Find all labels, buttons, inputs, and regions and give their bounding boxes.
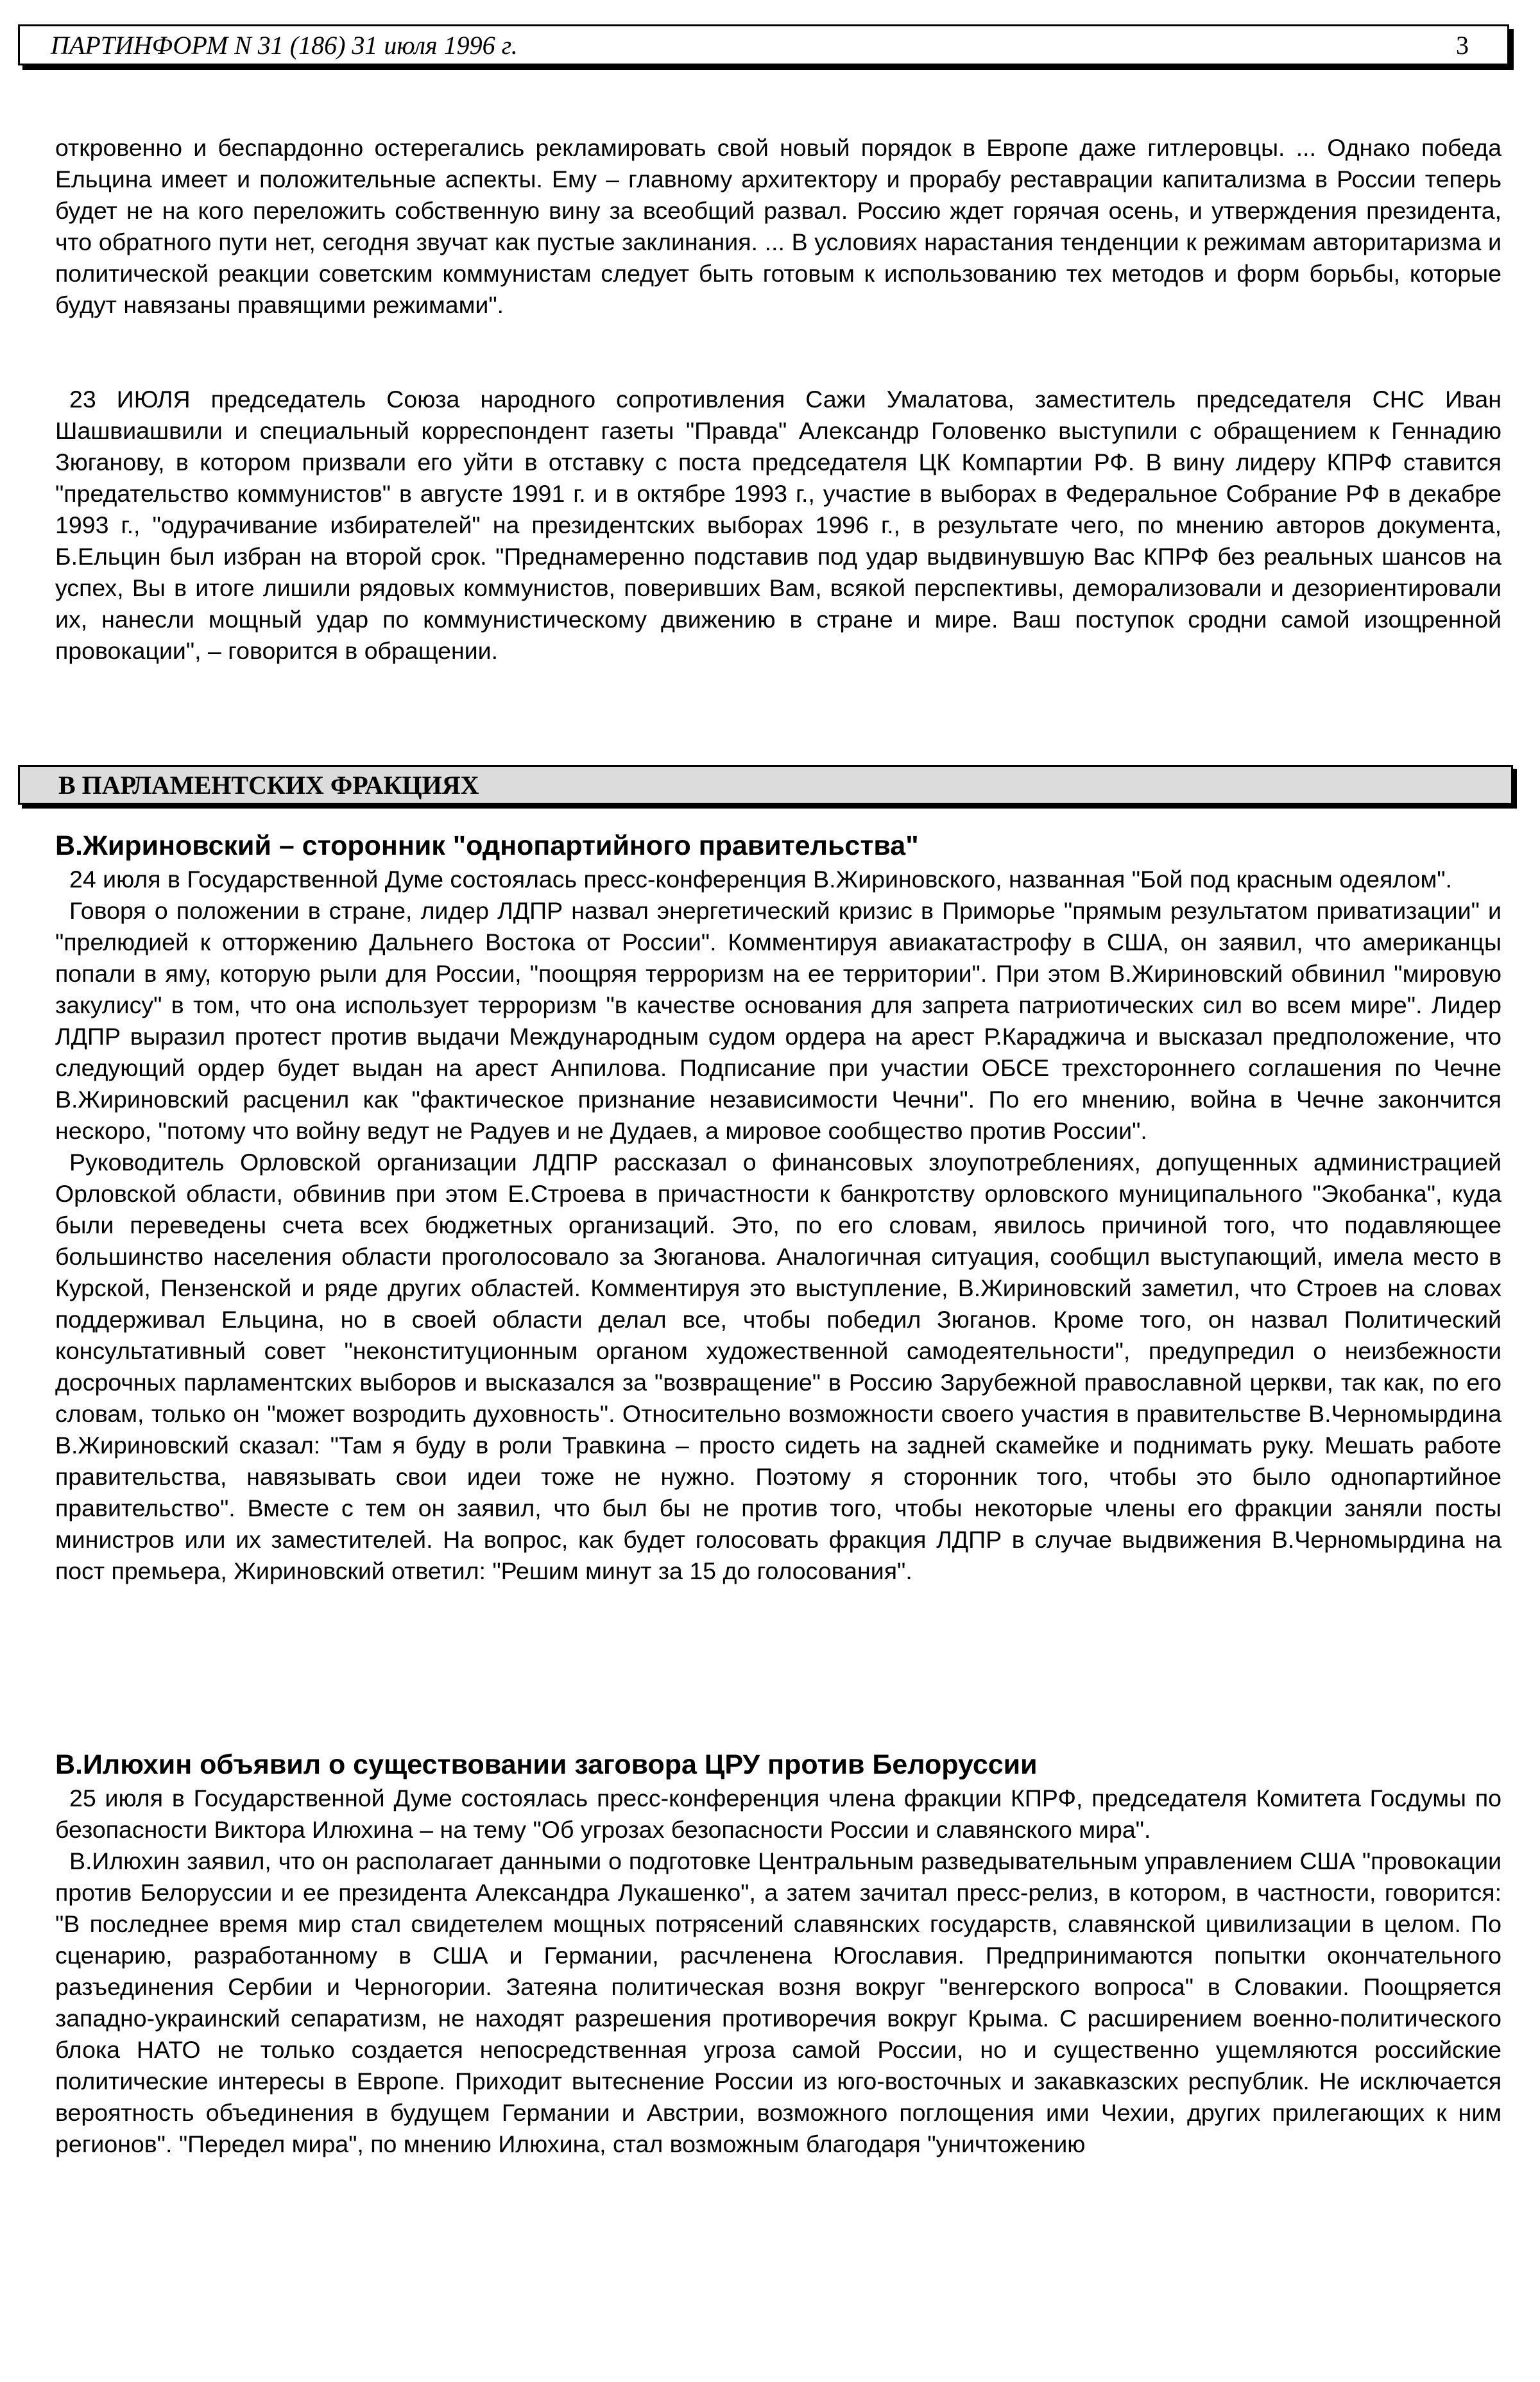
section-header [18,765,1513,805]
article-headline: В.Илюхин объявил о существовании заговора ЦРУ против Белоруссии [55,1749,1038,1780]
news-item-paragraph: 23 ИЮЛЯ председатель Союза народного сопротивления Сажи Умалатова, заместитель председателя СНС Иван Шашвиашвили и специальный корреспондент газеты "Правда" Александр Головенко выступили с обращением к Геннадию Зюганову, в котором призвали его уйти в отставку с поста председателя ЦК Компартии РФ. В вину лидеру КПРФ ставится "предательство коммунистов" в августе 1991 г. и в октябре 1993 г., участие в выборах в Федеральное Собрание РФ в декабре 1993 г., "одурачивание избирателей" на президентских выборах 1996 г., в результате чего, по мнению авторов документа, Б.Ельцин был избран на второй срок. "Преднамеренно подставив под удар выдвинувшую Вас КПРФ без реальных шансов на успех, Вы в итоге лишили рядовых коммунистов, поверивших Вам, всякой перспективы, деморализовали и дезориентировали их, нанесли мощный удар по коммунистическому движению в стране и мире. Ваш поступок сродни самой изощренной провокации", – говорится в обращении. [55,386,1502,664]
article-headline: В.Жириновский – сторонник "однопартийного правительства" [55,830,919,861]
publication-title: ПАРТИНФОРМ N 31 (186) 31 июля 1996 г. [51,30,518,60]
page-header [18,24,1509,65]
continuation-block [55,132,1502,321]
article-paragraph: 25 июля в Государственной Думе состоялась пресс-конференция члена фракции КПРФ, председателя Комитета Госдумы по безопасности Виктора Илюхина – на тему "Об угрозах безопасности России и славянского мира". [55,1785,1502,1843]
page-number: 3 [1456,30,1469,60]
article-paragraph: Говоря о положении в стране, лидер ЛДПР назвал энергетический кризис в Приморье "прямым результатом приватизации" и "прелюдией к отторжению Дальнего Востока от России". Комментируя авиакатастрофу в США, он заявил, что американцы попали в яму, которую рыли для России, "поощряя терроризм на ее территории". При этом В.Жириновский обвинил "мировую закулису" в том, что она использует терроризм "в качестве основания для запрета патриотических сил во всем мире". Лидер ЛДПР выразил протест против выдачи Международным судом ордера на арест Р.Караджича и высказал предположение, что следующий ордер будет выдан на арест Анпилова. Подписание при участии ОБСЕ трехстороннего соглашения по Чечне В.Жириновский расценил как "фактическое признание независимости Чечни". По его мнению, война в Чечне закончится нескоро, "потому что войну ведут не Радуев и не Дудаев, а мировое сообщество против России". [55,897,1502,1144]
section-title: В ПАРЛАМЕНТСКИХ ФРАКЦИЯХ [58,770,479,800]
article-paragraph: В.Илюхин заявил, что он располагает данными о подготовке Центральным разведывательным управлением США "провокации против Белоруссии и ее президента Александра Лукашенко", а затем зачитал пресс-релиз, в котором, в частности, говорится: "В последнее время мир стал свидетелем мощных потрясений славянских государств, славянской цивилизации в целом. По сценарию, разработанному в США и Германии, расчленена Югославия. Предпринимаются попытки окончательного разъединения Сербии и Черногории. Затеяна политическая возня вокруг "венгерского вопроса" в Словакии. Поощряется западно-украинский сепаратизм, не находят разрешения противоречия вокруг Крыма. С расширением военно-политического блока НАТО не только создается непосредственная угроза самой России, но и существенно ущемляются российские политические интересы в Европе. Приходит вытеснение России из юго-восточных и закавказских республик. Не исключается вероятность объединения в будущем Германии и Австрии, возможного поглощения ими Чехии, других прилегающих к ним регионов". "Передел мира", по мнению Илюхина, стал возможным благодаря "уничтожению [55,1847,1502,2157]
continuation-paragraph: откровенно и беспардонно остерегались рекламировать свой новый порядок в Европе даже гитлеровцы. ... Однако победа Ельцина имеет и положительные аспекты. Ему – главному архитектору и прорабу реставрации капитализма в России теперь будет не на кого переложить собственную вину за всеобщий развал. Россию ждет горячая осень, и утверждения президента, что обратного пути нет, сегодня звучат как пустые заклинания. ... В условиях нарастания тенденции к режимам авторитаризма и политической реакции советским коммунистам следует быть готовым к использованию тех методов и форм борьбы, которые будут навязаны правящими режимами". [55,134,1502,318]
article-paragraph: Руководитель Орловской организации ЛДПР рассказал о финансовых злоупотреблениях, допущенных администрацией Орловской области, обвинив при этом Е.Строева в причастности к банкротству орловского муниципального "Экобанка", куда были переведены счета всех бюджетных организаций. Это, по его словам, явилось причиной того, что подавляющее большинство населения области проголосовало за Зюганова. Аналогичная ситуация, сообщил выступающий, имела место в Курской, Пензенской и ряде других областей. Комментируя это выступление, В.Жириновский заметил, что Строев на словах поддерживал Ельцина, но в своей области делал все, чтобы победил Зюганов. Кроме того, он назвал Политический консультативный совет "неконституционным органом художественной самодеятельности", предупредил о неизбежности досрочных парламентских выборов и высказался за "возвращение" в Россию Зарубежной православной церкви, так как, по его словам, только он "может возродить духовность". Относительно возможности своего участия в правительстве В.Черномырдина В.Жириновский сказал: "Там я буду в роли Травкина – просто сидеть на задней скамейке и поднимать руку. Мешать работе правительства, навязывать свои идеи тоже не нужно. Поэтому я сторонник того, чтобы это было однопартийное правительство". Вместе с тем он заявил, что был бы не против того, чтобы некоторые члены его фракции заняли посты министров или их заместителей. На вопрос, как будет голосовать фракция ЛДПР в случае выдвижения В.Черномырдина на пост премьера, Жириновский ответил: "Решим минут за 15 до голосования". [55,1149,1502,1584]
article-ilyukhin [55,1747,1502,2160]
news-item-block [55,384,1502,667]
article-paragraph: 24 июля в Государственной Думе состоялась пресс-конференция В.Жириновского, названная "Бой под красным одеялом". [69,866,1452,893]
article-zhirinovsky [55,828,1502,1587]
